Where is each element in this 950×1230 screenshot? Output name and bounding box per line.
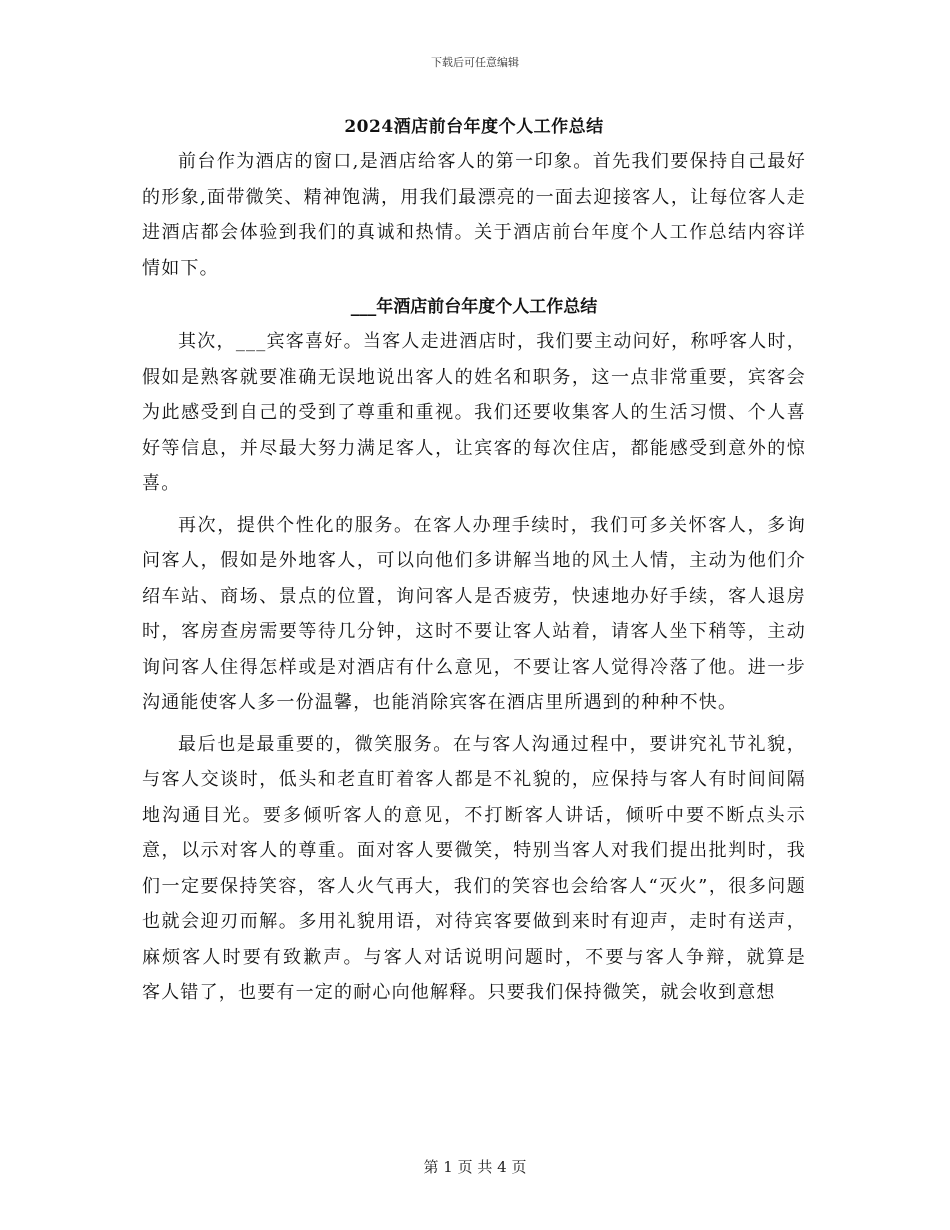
document-body xyxy=(142,110,833,1011)
body-paragraph: 其次，___宾客喜好。当客人走进酒店时，我们要主动问好，称呼客人时，假如是熟客就要准确无误地说出客人的姓名和职务，这一点非常重要，宾客会为此感受到自己的受到了尊重和重视。我们还要收集客人的生活习惯、个人喜好等信息，并尽最大努力满足客人，让宾客的每次住店，都能感受到意外的惊喜。 xyxy=(142,331,806,494)
intro-paragraph: 前台作为酒店的窗口,是酒店给客人的第一印象。首先我们要保持自己最好的形象,面带微笑、精神饱满，用我们最漂亮的一面去迎接客人，让每位客人走进酒店都会体验到我们的真诚和热情。关于酒店前台年度个人工作总结内容详情如下。 xyxy=(142,151,806,279)
body-paragraph: 最后也是最重要的，微笑服务。在与客人沟通过程中，要讲究礼节礼貌，与客人交谈时，低头和老直盯着客人都是不礼貌的，应保持与客人有时间间隔地沟通目光。要多倾听客人的意见，不打断客人讲话，倾听中要不断点头示意，以示对客人的尊重。面对客人要微笑，特别当客人对我们提出批判时，我们一定要保持笑容，客人火气再大，我们的笑容也会给客人“灭火”，很多问题也就会迎刃而解。多用礼貌用语，对待宾客要做到来时有迎声，走时有送声，麻烦客人时要有致歉声。与客人对话说明问题时，不要与客人争辩，就算是 客人错了，也要有一定的耐心向他解释。只要我们保持微笑，就会收到意想 xyxy=(142,733,833,1003)
page-indicator: 第 1 页 共 4 页 xyxy=(423,1158,527,1176)
page-header-note: 下载后可任意编辑 xyxy=(431,56,519,69)
document-title: 2024酒店前台年度个人工作总结 xyxy=(344,117,604,137)
document-subtitle: ___年酒店前台年度个人工作总结 xyxy=(350,297,598,317)
body-paragraph: 再次，提供个性化的服务。在客人办理手续时，我们可多关怀客人，多询问客人，假如是外地客人，可以向他们多讲解当地的风土人情，主动为他们介绍车站、商场、景点的位置，询问客人是否疲劳，快速地办好手续，客人退房时，客房查房需要等待几分钟，这时不要让客人站着，请客人坐下稍等，主动询问客人住得怎样或是对酒店有什么意见，不要让客人觉得冷落了他。进一步沟通能使客人多一份温馨，也能消除宾客在酒店里所遇到的种种不快。 xyxy=(142,514,806,713)
